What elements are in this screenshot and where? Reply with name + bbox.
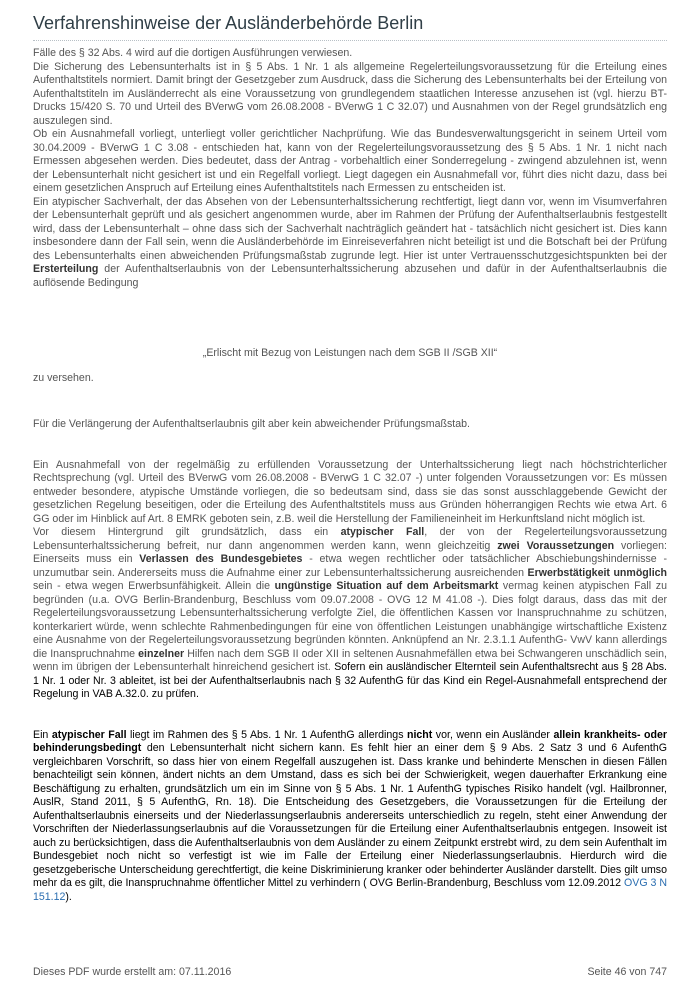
bold-text: ungünstige Situation auf dem Arbeitsmarkt	[274, 580, 499, 592]
text: ).	[65, 890, 72, 903]
bold-text: allein krankheits- oder behinderungsbedingt	[33, 728, 668, 754]
page-title: Verfahrenshinweise der Ausländerbehörde Berlin	[33, 12, 667, 41]
text: Hilfen nach dem SGB II oder XII in seltenen Ausnahmefällen etwa bei Schwangeren unschädlich sein, wenn im übrigen der Lebensunterhalt hinreichend gesichert ist.	[33, 647, 667, 673]
page-number: Seite 46 von 747	[587, 966, 667, 978]
created-date: Dieses PDF wurde erstellt am: 07.11.2016	[33, 966, 232, 978]
bold-text: zwei Voraussetzungen	[497, 539, 615, 552]
text: den Lebensunterhalt nicht sichern kann. Es fehlt hier an einer dem § 9 Abs. 2 Satz 3 und 6 AufenthG vergleichbaren Vorschrift, so dass hier von einem Regelfall auszugehen ist. Dass kranke und behinderte Menschen in diesen Fällen benachteiligt sein können, ändert nichts an dem Umstand, dass es sich bei der Schwierigkeit, wegen dauerhafter Erkrankung eine Beschäftigung zu erhalten, grundsätzlich um ein im Sinne von § 5 Abs. 1 Nr. 1 AufenthG typisches Risiko handelt (vgl. Hailbronner, AuslR, Stand 2011, § 5 AufenthG, Rn. 18). Die Entscheidung des Gesetzgebers, die Voraussetzungen für die Erteilung der Aufenthaltserlaubnis einerseits und der Niederlassungserlaubnis andererseits unterschiedlich zu regeln, steht einer Anwendung der Vorschriften der Niederlassungserlaubnis auf die Voraussetzungen für die Erteilung einer Aufenthaltserlaubnis entgegen. Insoweit ist auch zu berücksichtigen, dass die Aufenthaltserlaubnis von dem Ausländer zu einem Zeitpunkt erstrebt wird, zu dem sein Aufenthalt im Bundesgebiet noch nicht so verfestigt ist wie im Falle der Erteilung einer Niederlassungserlaubnis. Hierdurch wird die gesetzgeberische Unterscheidung gerechtfertigt, die keine Diskriminierung kranker oder behinderter Ausländer darstellt. Dies gilt umso mehr da es gilt, die Inanspruchnahme öffentlicher Mittel zu verhindern ( OVG Berlin-Brandenburg, Beschluss vom 12.09.2012	[33, 742, 667, 889]
paragraph	[33, 196, 667, 291]
case-link[interactable]: OVG 3 N 151.12	[33, 877, 667, 903]
section-krankheit	[33, 729, 667, 905]
bold-text: atypischer Fall	[340, 526, 425, 538]
text: - etwa wegen rechtlicher oder tatsächlicher Abschiebungshindernisse - unzumutbar sein. Andererseits muss die Aufnahme einer zur Lebensunterhaltssicherung ausreichenden	[33, 553, 667, 579]
text: vorliegen: Einerseits muss ein	[33, 539, 667, 565]
bold-text: nicht	[407, 728, 433, 741]
bold-text: einzelner	[138, 647, 185, 660]
bold-text: Ersterteilung	[33, 263, 99, 275]
text: der Aufenthaltserlaubnis von der Lebensunterhaltssicherung abzusehen und dafür in der Aufenthaltserlaubnis die auflösende Bedingung	[33, 263, 667, 289]
bold-text: atypischer Fall	[51, 728, 127, 741]
paragraph: Die Sicherung des Lebensunterhalts ist in § 5 Abs. 1 Nr. 1 als allgemeine Regelerteilungsvoraussetzung für die Erteilung eines Aufenthaltstitels normiert. Damit bringt der Gesetzgeber zum Ausdruck, dass die Sicherung des Lebensunterhalts bei der Erteilung von Aufenthaltstiteln im Ausländerrecht als eine Voraussetzung von grundlegendem staatlichen Interesse anzusehen ist (vgl. hierzu BT-Drucks 15/420 S. 70 und Urteil des BVerwG vom 26.08.2008 - BVerwG 1 C 32.07) und Ausnahmen von der Regel grundsätzlich eng auszulegen sind.	[33, 60, 667, 127]
text: liegt im Rahmen des § 5 Abs. 1 Nr. 1 AufenthG allerdings	[126, 728, 407, 741]
text: vermag keinen atypischen Fall zu begründen (u.a. OVG Berlin-Brandenburg, Beschluss vom 09.07.2008 - OVG 12 M 41.08 -). Dies folgt daraus, dass das mit der Regelerteilungsvoraussetzung Lebensunterhaltssicherung verfolgte Ziel, die öffentlichen Kassen vor Inanspruchnahme zu schützen, konterkariert würde, wenn schlechte Rahmenbedingungen für eine von öffentlichen Leistungen unabhängige wirtschaftliche Existenz eine Ausnahme von der Regelerteilungsvoraussetzung begründen könnten. Anknüpfend an Nr. 2.3.1.1 AufenthG- VwV kann allerdings die Inanspruchnahme	[33, 580, 667, 660]
highlighted-text: Sofern ein ausländischer Elternteil sein Aufenthaltsrecht aus § 28 Abs. 1 Nr. 1 oder Nr. 3 ableitet, ist bei der Aufenthaltserlaubnis nach § 32 AufenthG für das Kind ein Regel-Ausnahmefall entsprechend der Regelung in VAB A.32.0. zu prüfen.	[33, 661, 667, 700]
page-footer	[33, 966, 667, 980]
text: , der von der Regelerteilungsvoraussetzung Lebensunterhaltssicherung befreit, nur dann angenommen werden kann, wenn gleichzeitig	[33, 526, 667, 552]
paragraph	[33, 526, 667, 702]
text: Vor diesem Hintergrund gilt grundsätzlich, dass ein	[33, 526, 341, 538]
bold-text: Verlassen des Bundesgebietes	[139, 553, 303, 565]
condition-quote: „Erlischt mit Bezug von Leistungen nach dem SGB II /SGB XII“	[202, 347, 498, 359]
text: sein - etwa wegen Erwerbsunfähigkeit. Allein die	[33, 580, 275, 592]
paragraph: Ein Ausnahmefall von der regelmäßig zu erfüllenden Voraussetzung der Unterhaltssicherung liegt nach höchstrichterlicher Rechtsprechung (vgl. Urteil des BVerwG vom 26.08.2008 - BVerwG 1 C 32.07 -) unter folgenden Voraussetzungen vor: Es müssen entweder besondere, atypische Umstände vorliegen, die so bedeutsam sind, dass sie das sonst ausschlaggebende Gewicht der gesetzlichen Regelung beseitigen, oder die Erteilung des Aufenthaltstitels muss aus Gründen höherrangigen Rechts wie etwa Art. 6 GG oder im Hinblick auf Art. 8 EMRK geboten sein, z.B. weil die Herstellung der Familieneinheit im Herkunftsland nicht möglich ist.	[33, 458, 667, 525]
bold-text: Erwerbstätigkeit unmöglich	[527, 566, 668, 579]
document-page	[33, 0, 667, 904]
text: Ein	[33, 728, 52, 741]
paragraph: Für die Verlängerung der Aufenthaltserlaubnis gilt aber kein abweichender Prüfungsmaßstab.	[33, 418, 470, 430]
paragraph: Fälle des § 32 Abs. 4 wird auf die dortigen Ausführungen verwiesen.	[33, 47, 353, 59]
text: Ein atypischer Sachverhalt, der das Absehen von der Lebensunterhaltssicherung rechtfertigt, liegt dann vor, wenn im Visumverfahren der Lebensunterhalt geprüft und als gesichert angenommen wurde, aber im Rahmen der Prüfung der Aufenthaltserlaubnis festgestellt wird, dass der Lebensunterhalt – ohne dass sich der Sachverhalt nachträglich geändert hat - tatsächlich nicht gesichert ist. Dies kann insbesondere dann der Fall sein, wenn die Ausländerbehörde im Einreiseverfahren nicht beteiligt ist und die Botschaft bei der Prüfung des Lebensunterhalts einen abweichenden Prüfungsmaßstab zugrunde legt. Hier ist unter Vertrauensschutzgesichtspunkten bei der	[33, 195, 667, 262]
paragraph	[33, 729, 667, 905]
text: vor, wenn ein Ausländer	[432, 728, 554, 741]
section-ausnahmefall	[33, 459, 667, 702]
paragraph: Ob ein Ausnahmefall vorliegt, unterliegt voller gerichtlicher Nachprüfung. Wie das Bundesverwaltungsgericht in seinem Urteil vom 30.04.2009 - BVerwG 1 C 3.08 - entschieden hat, kann von der Regelerteilungsvoraussetzung des § 5 Abs. 1 Nr. 1 nicht nach Ermessen abgesehen werden. Dies bedeutet, dass der Antrag - vorbehaltlich einer Sonderregelung - zwingend abzulehnen ist, wenn der Lebensunterhalt nicht gesichert ist und ein Regelfall vorliegt. Liegt dagegen ein Ausnahmefall vor, führt dies nicht dazu, dass bei einem gesetzlichen Anspruch auf Erteilung eines Aufenthaltstitels nach Ermessen zu entscheiden ist.	[33, 128, 667, 194]
paragraph: zu versehen.	[33, 371, 94, 384]
